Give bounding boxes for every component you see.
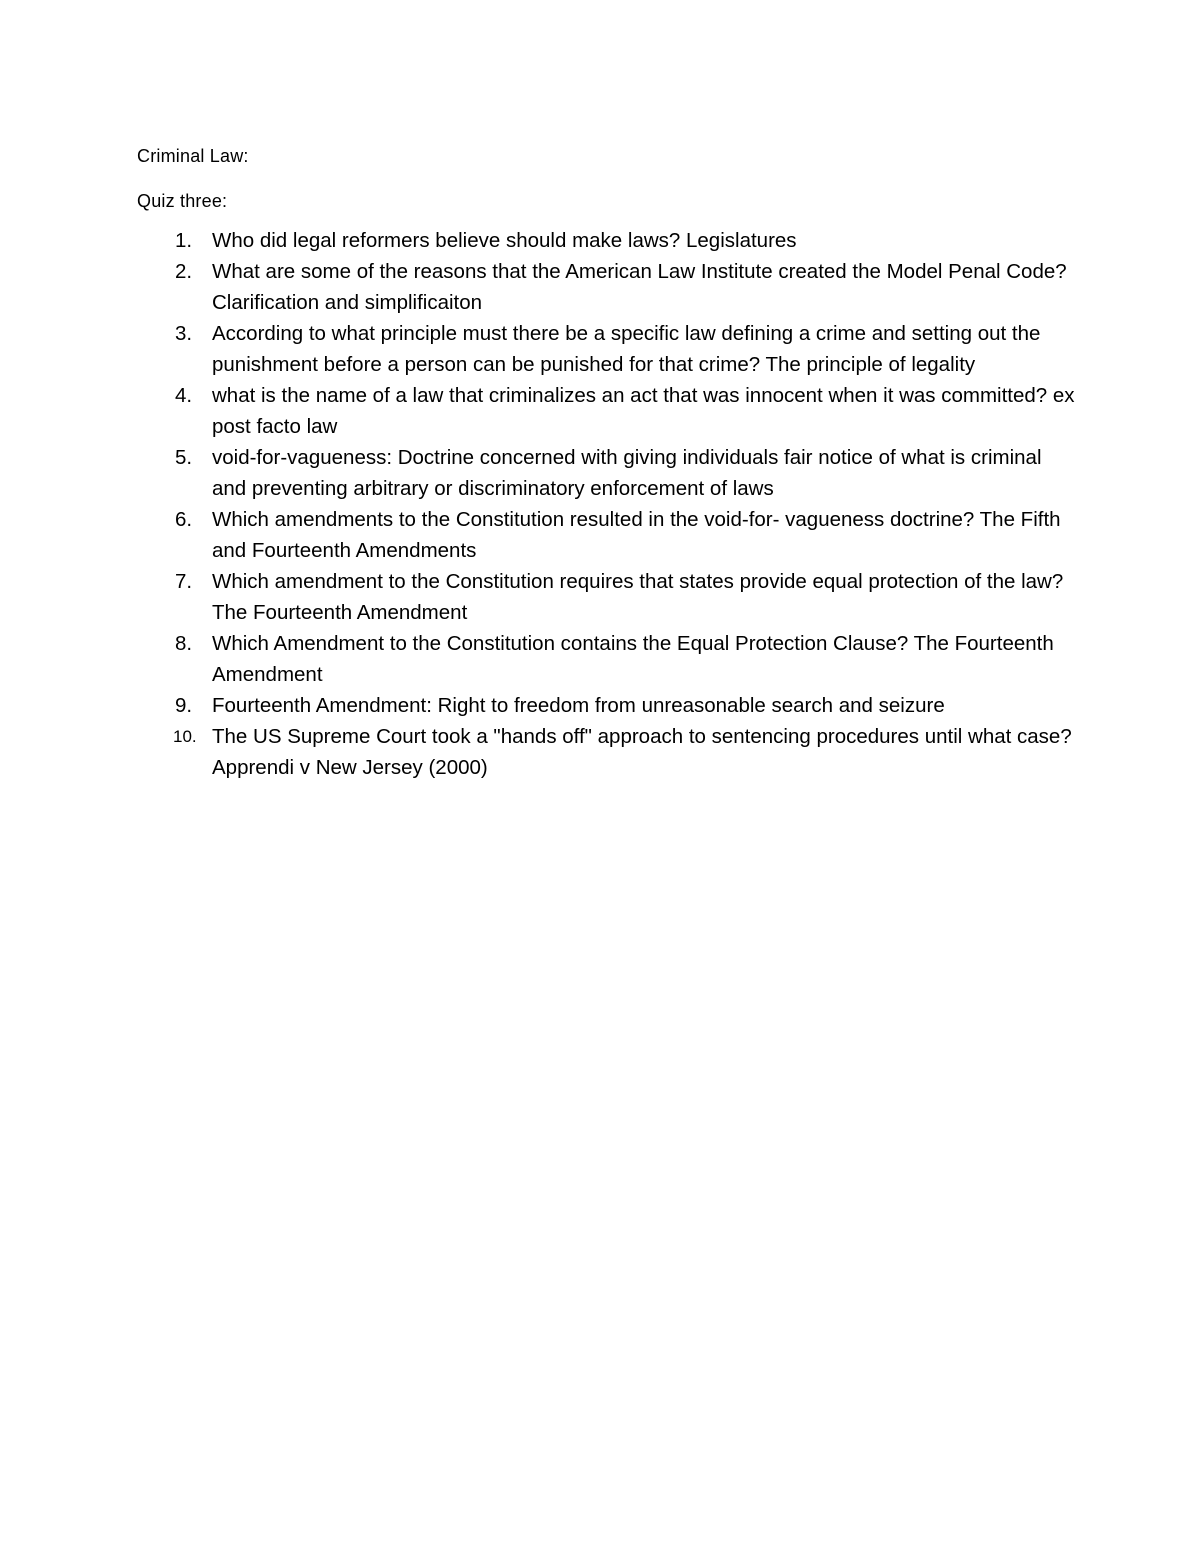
quiz-item-10 <box>137 721 1077 783</box>
quiz-item-text: Which amendments to the Constitution resulted in the void-for- vagueness doctrine? The Fifth and Fourteenth Amendments <box>212 508 1061 562</box>
quiz-item-number: 8. <box>175 632 193 655</box>
quiz-item-number: 4. <box>175 384 193 407</box>
quiz-item-text: Fourteenth Amendment: Right to freedom from unreasonable search and seizure <box>212 694 945 717</box>
quiz-item-1 <box>137 225 1077 256</box>
quiz-item-8 <box>137 628 1077 690</box>
quiz-item-text: what is the name of a law that criminalizes an act that was innocent when it was committed? ex post facto law <box>212 384 1075 438</box>
quiz-item-3 <box>137 318 1077 380</box>
quiz-item-text: What are some of the reasons that the American Law Institute created the Model Penal Code? Clarification and simplificaiton <box>212 260 1067 314</box>
quiz-item-7 <box>137 566 1077 628</box>
quiz-item-number: 3. <box>175 322 193 345</box>
quiz-item-6 <box>137 504 1077 566</box>
quiz-item-text: Which amendment to the Constitution requires that states provide equal protection of the law? The Fourteenth Amendment <box>212 570 1064 624</box>
course-title: Criminal Law: <box>137 146 249 166</box>
quiz-item-text: Who did legal reformers believe should make laws? Legislatures <box>212 229 797 252</box>
quiz-item-number: 2. <box>175 260 193 283</box>
quiz-item-number: 6. <box>175 508 193 531</box>
quiz-item-text: Which Amendment to the Constitution contains the Equal Protection Clause? The Fourteenth Amendment <box>212 632 1054 686</box>
quiz-item-number: 9. <box>175 694 193 717</box>
quiz-item-4 <box>137 380 1077 442</box>
quiz-item-2 <box>137 256 1077 318</box>
quiz-item-number: 1. <box>175 229 193 252</box>
quiz-title: Quiz three: <box>137 191 228 211</box>
quiz-item-text: The US Supreme Court took a "hands off" approach to sentencing procedures until what case? Apprendi v New Jersey (2000) <box>212 725 1072 779</box>
quiz-item-5 <box>137 442 1077 504</box>
quiz-item-number: 10. <box>173 727 197 746</box>
quiz-item-text: According to what principle must there be a specific law defining a crime and setting out the punishment before a person can be punished for that crime? The principle of legality <box>212 322 1041 376</box>
quiz-item-text: void-for-vagueness: Doctrine concerned with giving individuals fair notice of what is criminal and preventing arbitrary or discriminatory enforcement of laws <box>212 446 1042 500</box>
quiz-item-number: 7. <box>175 570 193 593</box>
quiz-item-9 <box>137 690 1077 721</box>
quiz-item-number: 5. <box>175 446 193 469</box>
document-body <box>137 142 1077 783</box>
quiz-list <box>137 225 1077 783</box>
